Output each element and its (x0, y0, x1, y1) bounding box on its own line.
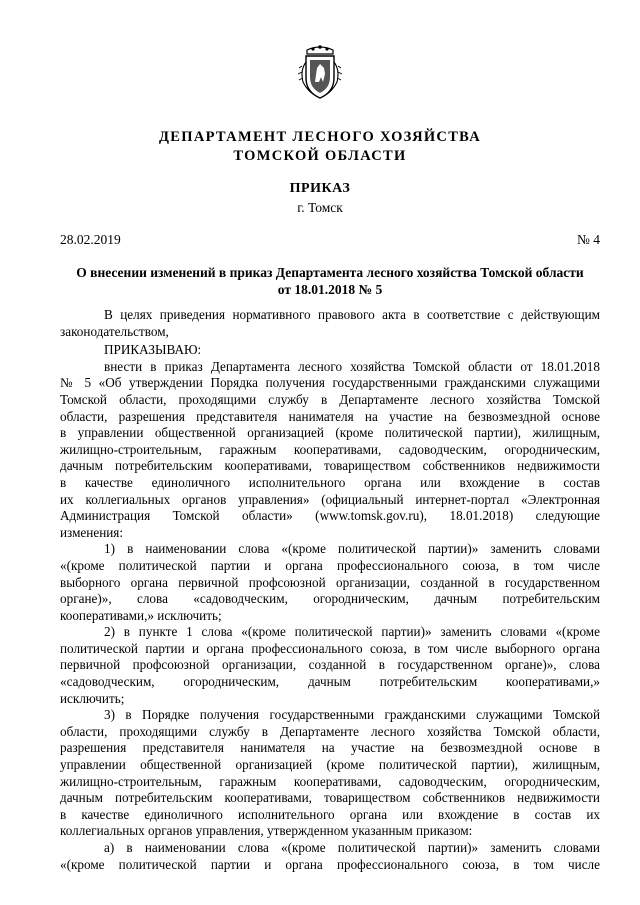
body-line: в качестве единоличного исполнительного органа или вхождение в состав их (60, 806, 600, 822)
body-line: 2) в пункте 1 слова «(кроме политической партии)» заменить словами «(кроме (104, 624, 600, 640)
body-line: управлении общественной организацией (кроме политической партии), жилищным, (60, 757, 600, 773)
body-line: № 5 «Об утверждении Порядка получения государственными гражданскими служащими (60, 375, 600, 391)
body-line: Администрация Томской области» (www.tomsk.gov.ru), 18.01.2018) следующие (60, 508, 600, 524)
body-line: «(кроме политической партии и органа профессионального союза, в том числе (60, 557, 600, 573)
city: г. Томск (297, 200, 343, 215)
body-line: области, проходящими службу в Департаменте лесного хозяйства Томской области, (60, 723, 600, 739)
body-line: жилищно-строительным, гаражным кооперативами, садоводческим, огородническим, (60, 441, 600, 457)
order-subject (60, 264, 600, 298)
body-line: Томской области, проходящими службу в Департаменте лесного хозяйства Томской (60, 391, 600, 407)
order-subject-line1: О внесении изменений в приказ Департамента лесного хозяйства Томской области (76, 265, 584, 280)
department-name-line2: ТОМСКОЙ ОБЛАСТИ (233, 148, 407, 164)
body-line: внести в приказ Департамента лесного хозяйства Томской области от 18.01.2018 (104, 358, 600, 374)
body-line: исключить; (60, 690, 125, 706)
body-line: ПРИКАЗЫВАЮ: (104, 342, 202, 358)
body-line: дачным потребительским кооперативами, товариществом собственников недвижимости (60, 790, 600, 806)
body-line: выборного органа первичной профсоюзной организации, созданной в государственном (60, 574, 600, 590)
department-name-line1: ДЕПАРТАМЕНТ ЛЕСНОГО ХОЗЯЙСТВА (159, 129, 481, 145)
body-line: 3) в Порядке получения государственными гражданскими служащими Томской (104, 707, 600, 723)
body-line: «(кроме политической партии и органа профессионального союза, в том числе (60, 856, 600, 872)
body-line: коллегиальных органов управления, утвержденном указанным приказом: (60, 823, 473, 839)
coat-of-arms-icon (297, 44, 343, 100)
document-type-title: ПРИКАЗ (289, 181, 351, 196)
body-line: кооперативами,» исключить; (60, 607, 222, 623)
body-line: первичной профсоюзной организации, созданной в государственном органе)», слова (60, 657, 600, 673)
order-number: № 4 (576, 232, 600, 247)
body-line: области, разрешения представителя нанимателя на участие на безвозмездной основе (60, 408, 600, 424)
body-line: дачным потребительским кооперативами, товариществом собственников недвижимости (60, 458, 600, 474)
body-line: жилищно-строительным, гаражным кооперативами, садоводческим, огородническим, (60, 773, 600, 789)
body-line: «садоводческим, огородническим, дачным потребительским кооперативами,» (60, 674, 600, 690)
body-line: В целях приведения нормативного правового акта в соответствие с действующим (104, 307, 600, 322)
body-line: а) в наименовании слова «(кроме политической партии)» заменить словами (104, 840, 600, 855)
body-line: законодательством, (60, 323, 169, 339)
body-line: разрешения представителя нанимателя на участие на безвозмездной основе в (60, 740, 600, 756)
body-line: 1) в наименовании слова «(кроме политической партии)» заменить словами (104, 541, 600, 557)
body-line: политической партии и органа профессионального союза, в том числе выборного органа (60, 640, 600, 656)
body-line: изменения: (60, 524, 124, 540)
order-date: 28.02.2019 (60, 232, 121, 247)
order-subject-line2: от 18.01.2018 № 5 (277, 282, 383, 297)
body-line: в качестве единоличного исполнительного органа или вхождение в состав (60, 474, 600, 490)
body-line: органе)», слова «садоводческим, огородническим, дачным потребительским (60, 591, 600, 607)
body-line: в управлении общественной организацией (кроме политической партии), жилищным, (60, 425, 600, 441)
body-line: их коллегиальных органов управления» (официальный интернет-портал «Электронная (60, 491, 600, 507)
order-body (60, 307, 600, 873)
